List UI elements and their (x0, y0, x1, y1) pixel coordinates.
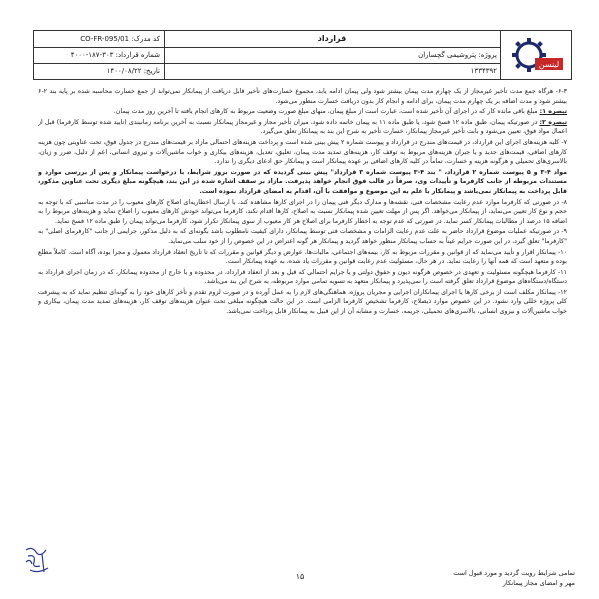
contract-number-label: شماره قرارداد: (115, 51, 160, 59)
meta-cell (34, 31, 165, 79)
clause-6-3 (38, 87, 567, 106)
logo-cell (500, 31, 571, 79)
contract-body (38, 87, 567, 557)
note-text: مبلغ باقی مانده کار که در اجرای آن تأخیر شده است، عبارت است از مبلغ پیمان، منهای مبلغ صورت وضعیت مربوط به کارهای انجام یافته تا آخرین روز مدت پیمان. (113, 108, 538, 116)
footer-note-line-2: مهر و امضای مجاز پیمانکار (502, 579, 575, 587)
note-1 (38, 107, 567, 117)
document-title: قرارداد (163, 31, 501, 48)
project-line (163, 47, 501, 64)
note-2 (38, 118, 567, 137)
doc-code-line (34, 31, 164, 48)
clause-8 (38, 198, 567, 227)
signature-stamp-icon (22, 544, 54, 578)
doc-code-label: کد مدرک: (131, 35, 160, 43)
date-line (34, 63, 164, 79)
doc-code: CO-FR-095/01 (80, 35, 130, 43)
clause-text: ۱۱- کارفرما هیچگونه مسئولیت و تعهدی در خصوص هرگونه دیون و حقوق دولتی و یا جرایم احتمالی که قبل و بعد از انعقاد قرارداد، در محدوده و یا خارج از محدوده پیمانکار، که در زمان اجرای قرارداد به دستگاه/دستگاه‌های موضوع قرارداد تعلق گرفته است را نمی‌پذیرد و پیمانکار متعهد به تسویه تمامی موارد مربوطه، به شرح این بند می‌باشد. (38, 268, 567, 286)
clause-10 (38, 248, 567, 267)
footer-note (300, 568, 575, 588)
clause-7-continuation (38, 168, 567, 197)
clause-text: ۱۰- پیمانکار اقرار و تأیید می‌نماید که از قوانین و مقررات مربوط به کار، بیمه‌های اجتماعی، مالیات‌ها، عوارض و دیگر قوانین و مقررات که تا تاریخ انعقاد قرارداد معمول و مجرا بوده، آگاه است. کاملاً مطلع بوده و متعهد است که همه آنها را رعایت نماید. در هر حال، مسئولیت عدم رعایت قوانین و مقررات یاد شده، به عهده پیمانکار است. (38, 248, 567, 266)
document-header (33, 30, 572, 80)
project-name: پتروشیمی گچساران (418, 51, 477, 59)
reference-number: ۱۳۳۴۳۹۲ (470, 67, 497, 75)
clause-text: ۷- کلیه هزینه‌های اجرای این قرارداد، در قیمت‌های مندرج در قرارداد و پیوست شماره ۲ پیش بینی شده است و پرداخت هزینه‌های احتمالی مازاد بر قیمت‌های مندرج در جدول فوق، تحت عناوینی چون هزینه کارهای اضافی، قیمت‌های جدید و یا جبران هزینه‌های مربوط به توقف کار، هزینه‌های تمدید مدت پیمان، تعلیق، تعدیل، هزینه‌های بیکاری و خواب ماشین‌آلات و نیروی انسانی، اعم از دلیل، ضرر و زیان، بالاسری‌های تحمیلی و هرگونه هزینه و خسارت، تماماً در کلیه کارهای اضافی بر عهده پیمانکار است و پیمانکار حق ادعای دیگری را ندارد. (38, 138, 567, 166)
footer-note-line-1: تمامی شرایط رویت گردید و مورد قبول است (453, 569, 575, 577)
clause-text: مواد ۴-۳ و ۵ پیوست شماره ۲ قرارداد، " بند ۴-۳ پیوست شماره ۳ قرارداد" پیش بینی گردیده که در صورت بروز شرایط، با درخواست پیمانکار و پس از بررسی موارد و مستندات مربوطه از جانب کارفرما و تأییدات وی، صرفاً در قالب فوق انجام خواهد پذیرفت. مازاد بر سقف اشاره شده در این بند، هیچگونه مبلغ دیگری تحت عناوین مذکور، قابل پرداخت به پیمانکار نمی‌باشد و پیمانکار با علم به این موضوع و موافقت با آن، اقدام به امضای قرارداد نموده است. (38, 168, 567, 195)
clause-text: ۱۲- پیمانکار مکلف است از برخی کارها یا اجرای پیمانکاران اجرایی و مجریان پروژه، هماهنگی‌های لازم را به عمل آورده و در صورت لزوم تقدم و تأخر کارهای خود را به گونه‌ای تنظیم نماید که به پیشرفت کلی پروژه خللی وارد نشود. در این خصوص موارد ذیصلاح، کارفرما تشخیص کارفرما الزامی است. در این حالت هیچگونه مبلغی تحت عنوان هزینه‌های توقف کار، هزینه‌های تمدید مدت پیمان، بیکاری و خواب ماشین‌آلات و نیروی انسانی، بالاسری‌های تحمیلی، جریمه، خسارت و مشابه آن از این قبیل به پیمانکار قابل پرداخت نمی‌باشد. (38, 288, 567, 316)
clause-12 (38, 288, 567, 317)
clause-9 (38, 227, 567, 246)
note-label: تبصره ۲: (539, 118, 567, 126)
note-text: در صورتیکه پیمان، طبق ماده ۱۲ فسخ شود، یا طبق ماده ۱۱ به پیمان خاتمه داده شود، میزان تأخیر مجاز و غیرمجاز پیمانکار نسبت به آخرین برنامه زمانبندی (تایید شده توسط کارفرما) قبل از اعمال مواد فوق، تعیین می‌شود و بابت تأخیر غیرمجاز پیمانکار، خسارت تأخیر به شرح این بند به پیمانکار تعلق می‌گیرد. (38, 118, 567, 136)
gear-logo-icon (507, 34, 565, 76)
page-number: ۱۵ (295, 572, 305, 581)
date-label: تاریخ: (143, 67, 160, 75)
clause-text: ۶-۳- هرگاه جمع مدت تأخیر غیرمجاز از یک چهارم مدت پیمان بیشتر شود ولی پیمان ادامه یابد، مجموع خسارت‌های تأخیر قابل دریافت از پیمانکار نمی‌تواند از جمع خسارت محاسبه شده بر پایه بند ۲-۶ بیشتر شود و مدت اضافه بر یک چهارم مدت پیمان، برای ادامه و انجام کار بدون دریافت خسارت منظور می‌شود. (38, 88, 567, 105)
contract-number-line (34, 47, 164, 64)
clause-7 (38, 138, 567, 167)
title-cell (163, 31, 501, 79)
project-label: پروژه: (478, 51, 497, 59)
clause-11 (38, 268, 567, 287)
clause-text: ۸- در صورتی که کارفرما موارد عدم رعایت مشخصات فنی، نقشه‌ها و مدارک دیگر فنی پیمان را در اجرای کارها مشاهده کند، با ارسال اخطاریه‌ای اصلاح کارهای معیوب را در مدت مناسبی که با توجه به حجم و نوع کار تعیین می‌نماید، از پیمانکار می‌خواهد. اگر پس از مهلت تعیین شده پیمانکار نسبت به اصلاح، کارها اقدام نکند، کارفرما می‌تواند خودش کارهای معیوب را اصلاح نماید و هزینه‌های مربوط را به اضافه ۱۵ درصد از مطالبات پیمانکار کسر نماید. در صورتی که عدم توجه به اخطار کارفرما برای اصلاح هر کار معیوب از سوی پیمانکار تکرار شود، کارفرما می‌تواند پیمان را طبق ماده ۱۲ فسخ نماید. (38, 198, 567, 225)
clause-text: ۹- در صورتیکه عملیات موضوع قرارداد حاضر به علت عدم رعایت الزامات و مشخصات فنی توسط پیمانکار، دارای کیفیت نامطلوب باشد بگونه‌ای که به دلیل مذکور، جرایمی از جانب "کارفرمای اصلی" به "کارفرما" تعلق گیرد، در این صورت جرایم عیناً به حساب پیمانکار منظور خواهد گردید و پیمانکار هر گونه اعتراض در این خصوص را از خود سلب می‌نماید. (38, 228, 567, 245)
note-label: تبصره ۱: (539, 108, 567, 116)
contract-number: ۳۰۳-۱۸۷-۴۰۰۰ (70, 51, 114, 59)
logo-text: لینسن (538, 60, 560, 69)
date-value: ۱۴۰۰/۰۸/۲۲ (106, 67, 142, 75)
